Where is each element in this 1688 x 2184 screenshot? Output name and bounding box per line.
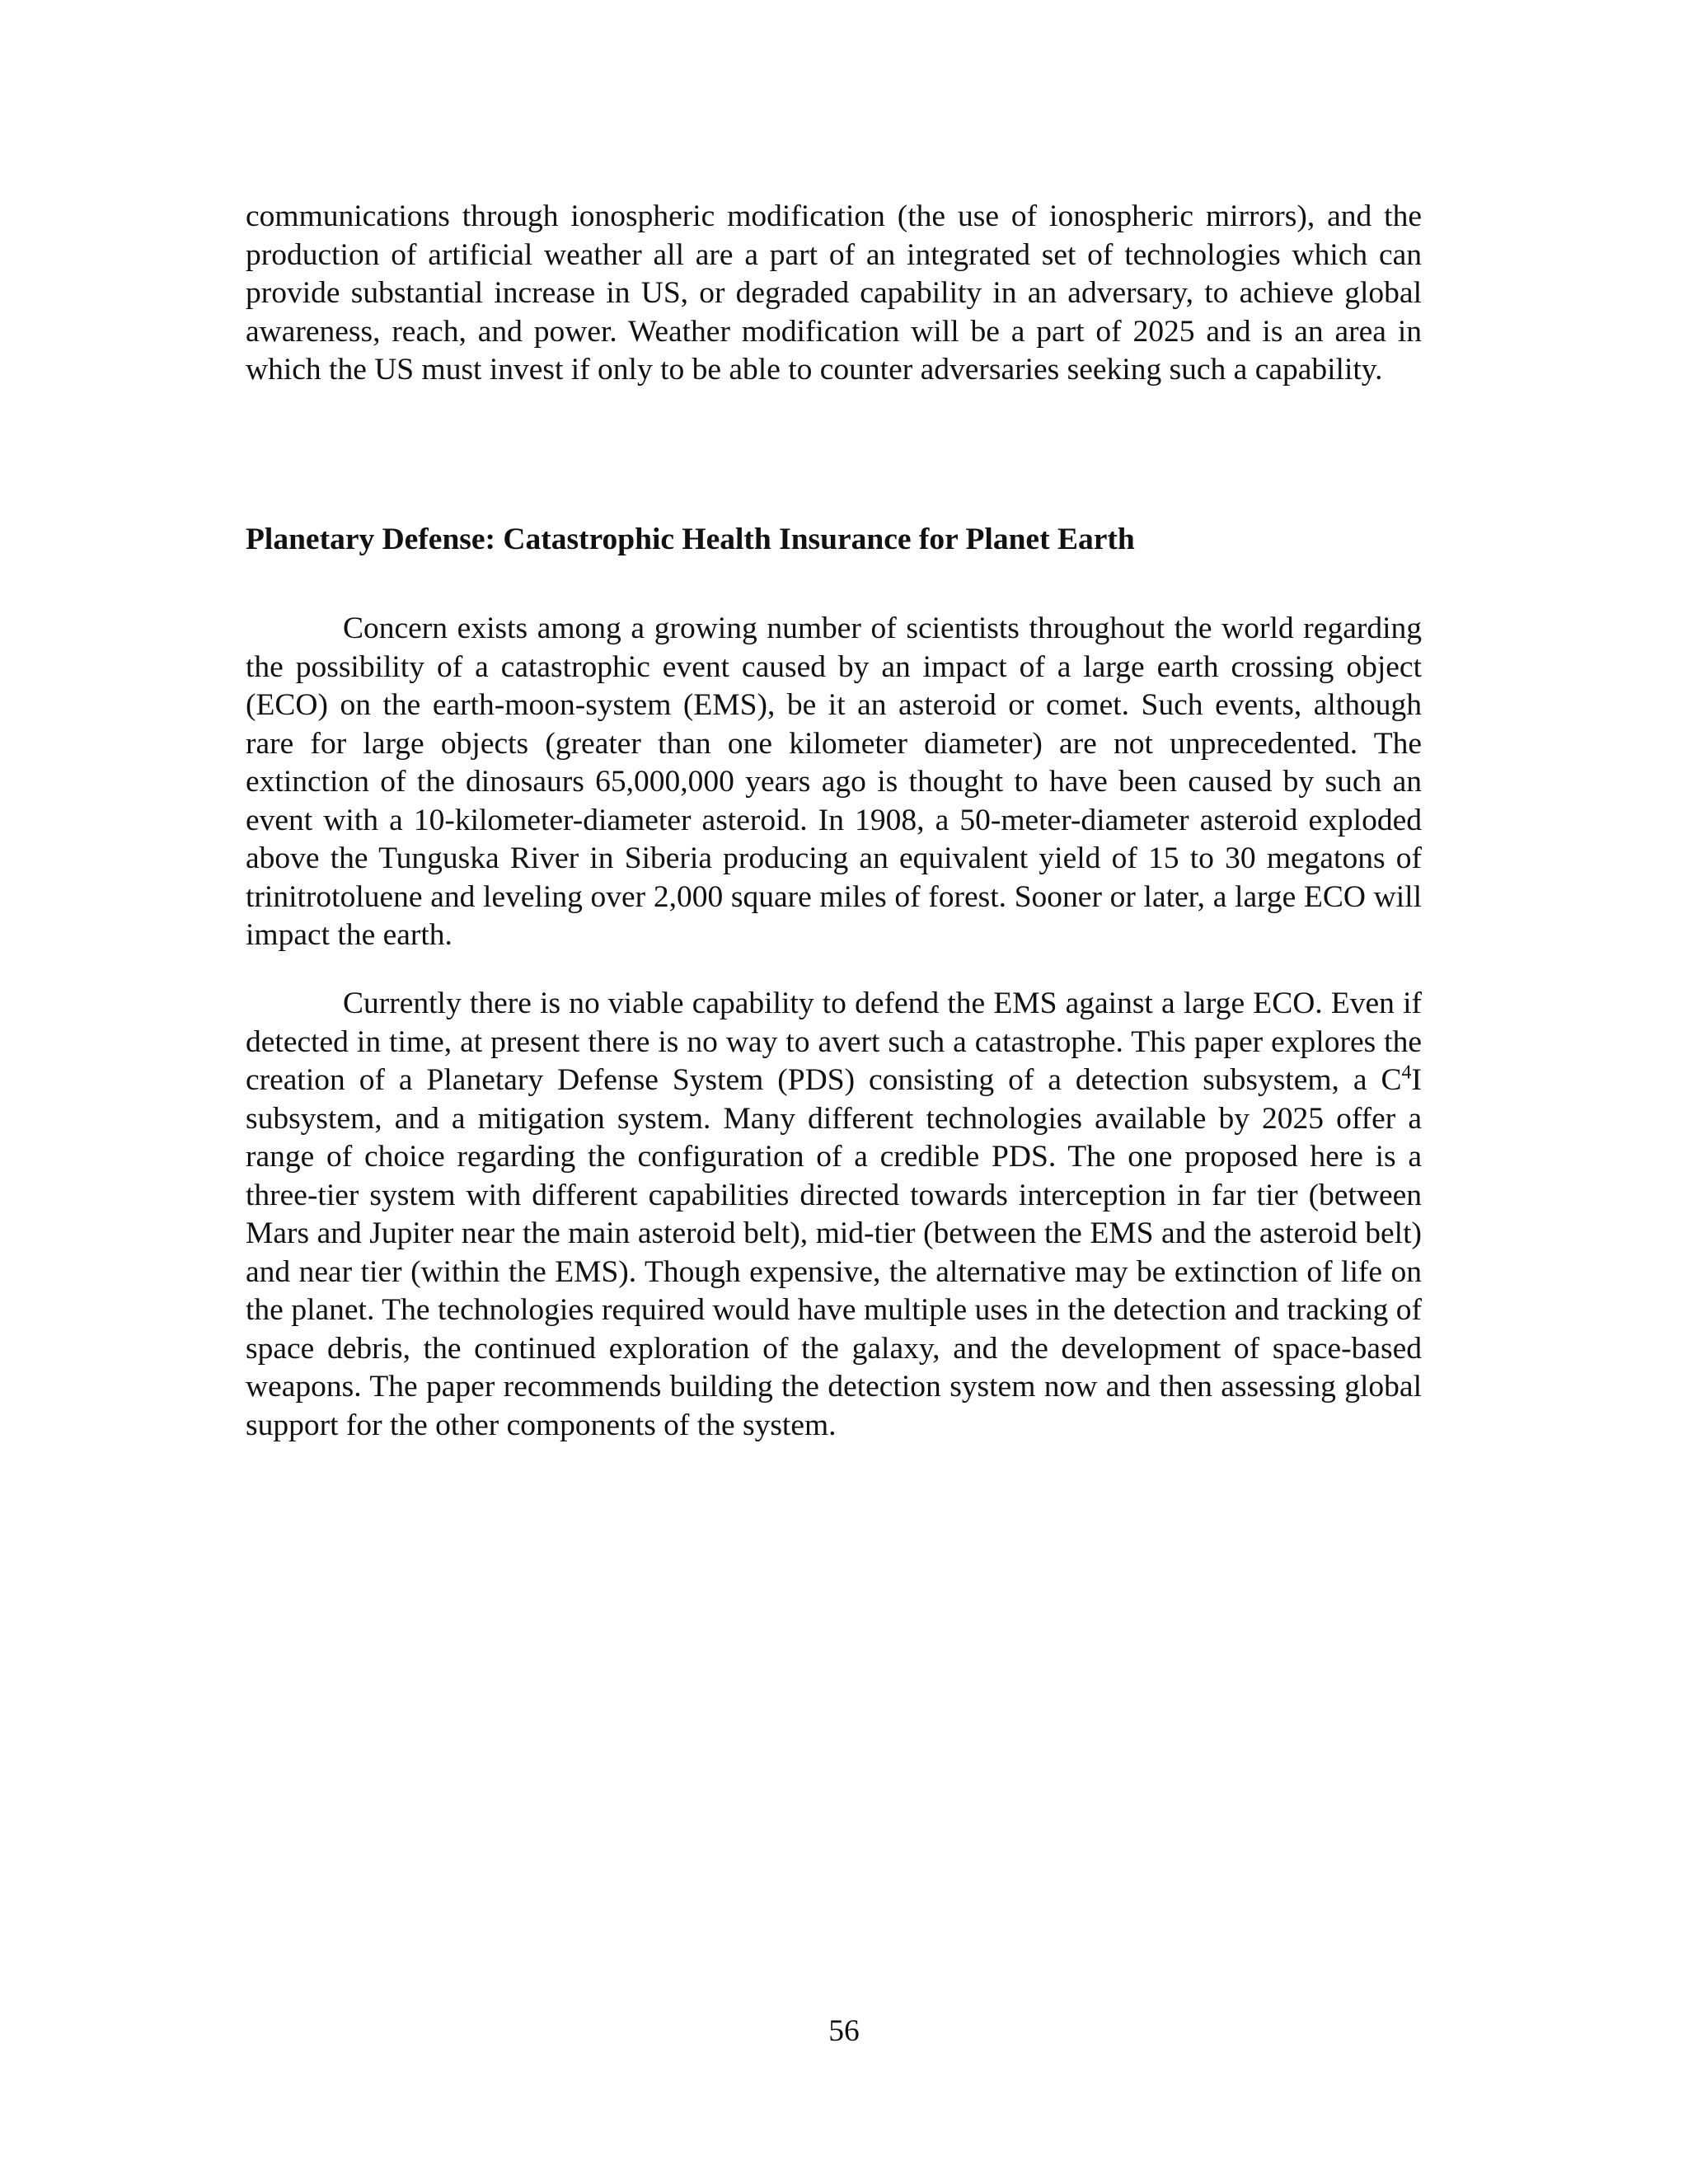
paragraph-continued: communications through ionospheric modification (the use of ionospheric mirrors), and the production of artificial weather all are a part of an integrated set of technologies which can provide substantial increase in US, or degraded capability in an adversary, to achieve global awareness, reach, and power. Weather modification will be a part of 2025 and is an area in which the US must invest if only to be able to counter adversaries seeking such a capability. <box>246 199 1422 387</box>
c4i-superscript: 4 <box>1401 1062 1412 1084</box>
section-heading: Planetary Defense: Catastrophic Health Insurance for Planet Earth <box>246 523 1135 556</box>
paragraph-currently-part1: Currently there is no viable capability to defend the EMS against a large ECO. Even if detected in time, at present there is no way to avert such a catastrophe. This paper explores the creation of a Planetary Defense System (PDS) consisting of a detection subsystem, a C <box>246 987 1422 1097</box>
paragraph-currently-part2: I subsystem, and a mitigation system. Many different technologies available by 2025 offer a range of choice regarding the configuration of a credible PDS. The one proposed here is a three-tier system with different capabilities directed towards interception in far tier (between Mars and Jupiter near the main asteroid belt), mid-tier (between the EMS and the asteroid belt) and near tier (within the EMS). Though expensive, the alternative may be extinction of life on the planet. The technologies required would have multiple uses in the detection and tracking of space debris, the continued exploration of the galaxy, and the development of space-based weapons. The paper recommends building the detection system now and then assessing global support for the other components of the system. <box>246 1063 1422 1442</box>
paragraph-concern: Concern exists among a growing number of scientists throughout the world regarding the possibility of a catastrophic event caused by an impact of a large earth crossing object (ECO) on the earth-moon-system (EMS), be it an asteroid or comet. Such events, although rare for large objects (greater than one kilometer diameter) are not unprecedented. The extinction of the dinosaurs 65,000,000 years ago is thought to have been caused by such an event with a 10-kilometer-diameter asteroid. In 1908, a 50-meter-diameter asteroid exploded above the Tunguska River in Siberia producing an equivalent yield of 15 to 30 megatons of trinitrotoluene and leveling over 2,000 square miles of forest. Sooner or later, a large ECO will impact the earth. <box>246 612 1422 952</box>
page-number: 56 <box>828 2014 860 2048</box>
paragraph-currently <box>246 985 1422 1445</box>
